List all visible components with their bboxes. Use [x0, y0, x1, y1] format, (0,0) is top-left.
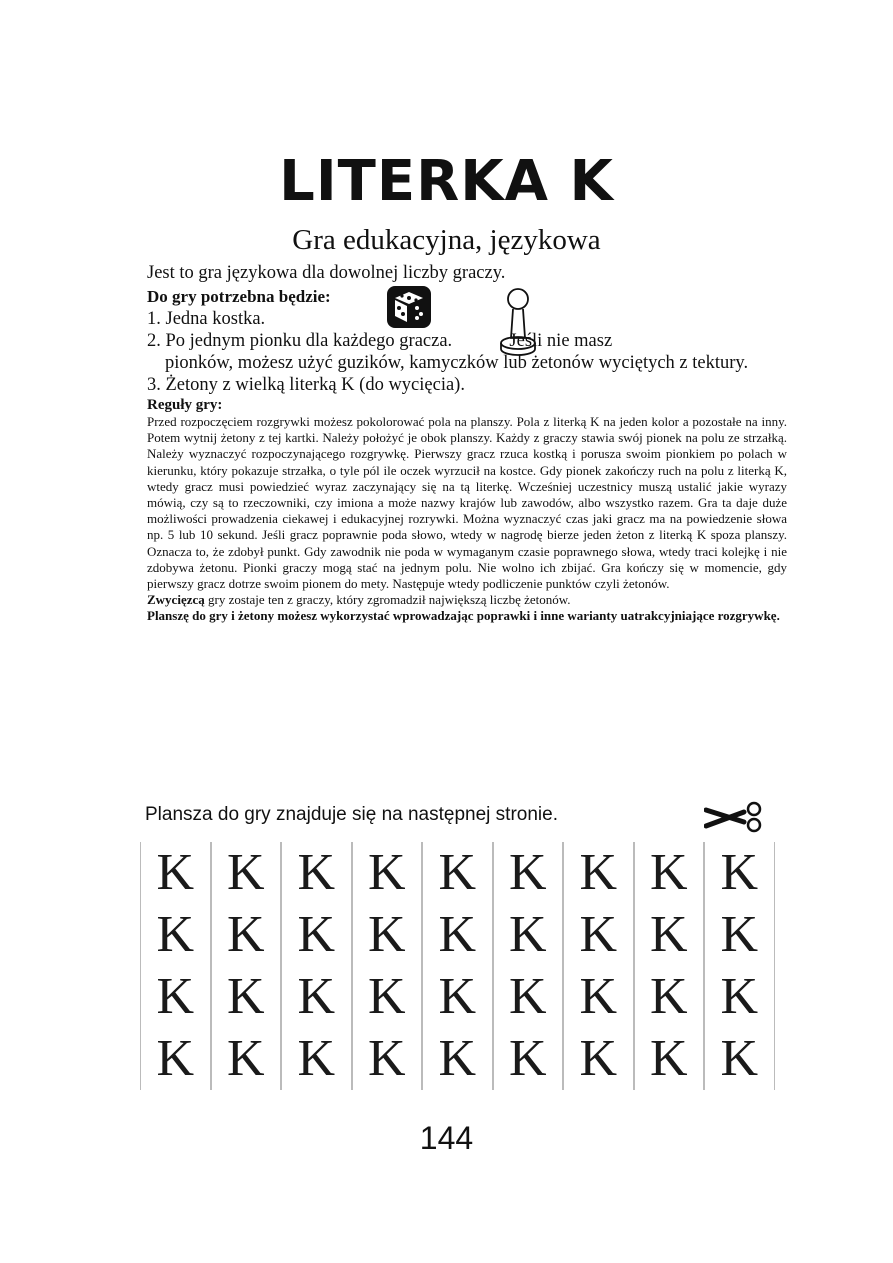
letter-token: K: [422, 842, 493, 904]
letter-token: K: [704, 904, 775, 966]
letter-token: K: [634, 1028, 705, 1090]
letter-token: K: [140, 904, 211, 966]
rules-text: Przed rozpoczęciem rozgrywki możesz pokolorować pola na planszy. Pola z literką K na jeden kolor a pozostałe na inny. Potem wytnij żetony z tej kartki. Należy położyć je obok planszy. Każdy z graczy stawia swój pionek na polu ze strzałką. Należy wyznaczyć rozpoczynającego rozgrywkę. Pierwszy gracz rzuca kostką i porusza swoim pionkiem po polach w kierunku, który pokazuje strzałka, o tyle pól ile oczek wyrzucił na kostce. Gdy pionek zakończy ruch na polu z literką K, wtedy gracz musi powiedzieć wyraz zaczynający się na tą literkę. Wcześniej uczestnicy muszą ustalić jakie wyrazy mówią, czy są to rzeczowniki, czy imiona a może nazwy krajów lub zawodów, albo wszystko razem. Gra ta daje duże możliwości prowadzenia ciekawej i edukacyjnej rozrywki. Można wyznaczyć czas jaki gracz ma na powiedzenie słowa np. 5 lub 10 sekund. Jeśli gracz poprawnie poda słowo, wtedy w nagrodę bierze jeden żeton z literką K spoza planszy. Oznacza to, że zdobył punkt. Gdy zawodnik nie poda w wymaganym czasie poprawnego słowa, wtedy traci kolejkę i nie zdobywa żetonu. Pionki graczy mogą stać na jednym polu. Nie wolno ich zbijać. Gra kończy się w momencie, gdy pierwszy gracz dotrze swoim pionem do mety. Następuje wtedy podliczenie punktów czyli żetonów.: [147, 414, 787, 592]
letter-token: K: [352, 842, 423, 904]
needed-header: Do gry potrzebna będzie:: [147, 287, 331, 306]
list-item-text: 2. Po jednym pionku dla każdego gracza.: [147, 331, 453, 351]
letter-token: K: [140, 966, 211, 1028]
intro-text: Jest to gra językowa dla dowolnej liczby graczy.: [147, 263, 506, 283]
letter-token: K: [281, 966, 352, 1028]
letter-token: K: [493, 1028, 564, 1090]
letter-token: K: [352, 904, 423, 966]
letter-token: K: [140, 842, 211, 904]
scissors-icon: [704, 800, 766, 834]
letter-token: K: [563, 842, 634, 904]
letter-token: K: [493, 904, 564, 966]
token-grid: [140, 842, 775, 1090]
winner-desc: gry zostaje ten z graczy, który zgromadził największą liczbę żetonów.: [204, 592, 571, 608]
letter-token: K: [493, 966, 564, 1028]
list-item: [147, 330, 787, 352]
rules-header: Reguły gry:: [147, 397, 223, 413]
letter-token: K: [211, 904, 282, 966]
letter-token: K: [704, 1028, 775, 1090]
letter-token: K: [563, 966, 634, 1028]
winner-text: [147, 592, 787, 608]
letter-token: K: [281, 904, 352, 966]
letter-token: K: [422, 1028, 493, 1090]
pawn-icon: [498, 286, 538, 358]
letter-token: K: [211, 842, 282, 904]
list-item: 3. Żetony z wielką literką K (do wycięcia).: [147, 375, 465, 395]
letter-token: K: [281, 1028, 352, 1090]
letter-token: K: [422, 904, 493, 966]
letter-token: K: [352, 966, 423, 1028]
page-title: LITERKA K: [279, 149, 614, 214]
dice-icon: [385, 284, 433, 330]
letter-token: K: [704, 966, 775, 1028]
board-note: Plansza do gry znajduje się na następnej stronie.: [145, 804, 558, 825]
letter-token: K: [211, 966, 282, 1028]
list-item: 1. Jedna kostka.: [147, 309, 266, 329]
letter-token: K: [211, 1028, 282, 1090]
letter-token: K: [281, 842, 352, 904]
letter-token: K: [422, 966, 493, 1028]
letter-token: K: [634, 904, 705, 966]
letter-token: K: [352, 1028, 423, 1090]
list-item-tail: Jeśli nie masz: [509, 331, 613, 351]
letter-token: K: [704, 842, 775, 904]
winner-label: Zwycięzcą: [147, 592, 205, 608]
letter-token: K: [634, 966, 705, 1028]
letter-token: K: [563, 904, 634, 966]
list-item-continuation: pionków, możesz użyć guzików, kamyczków lub żetonów wyciętych z tektury.: [165, 353, 749, 373]
letter-token: K: [493, 842, 564, 904]
letter-token: K: [140, 1028, 211, 1090]
page-number: 144: [419, 1120, 474, 1156]
letter-token: K: [563, 1028, 634, 1090]
closing-text: Planszę do gry i żetony możesz wykorzystać wprowadzając poprawki i inne warianty uatrakcyjniające rozgrywkę.: [147, 608, 780, 624]
instructions: [147, 262, 787, 625]
letter-token: K: [634, 842, 705, 904]
page-subtitle: Gra edukacyjna, językowa: [292, 224, 601, 256]
